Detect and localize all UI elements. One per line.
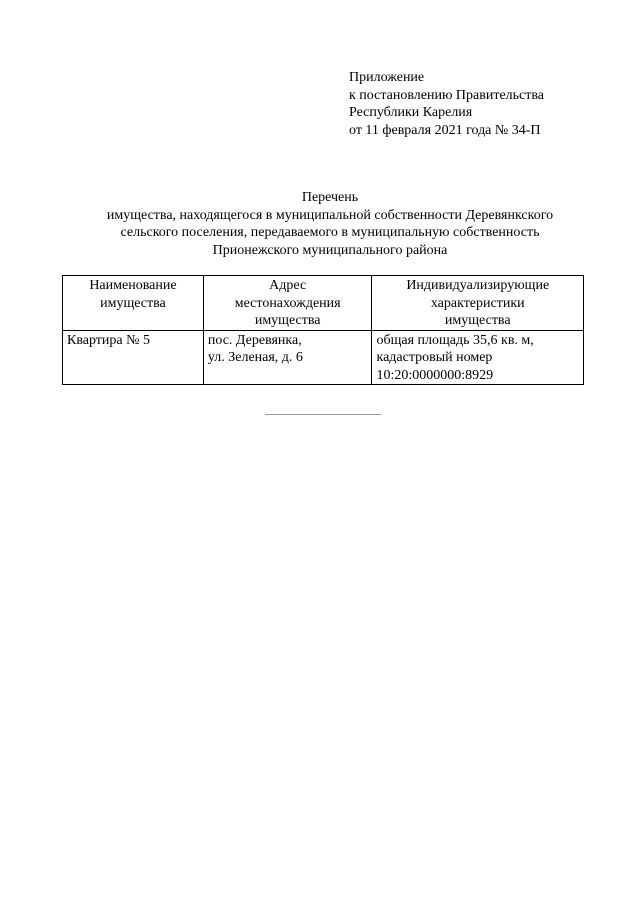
title-line: имущества, находящегося в муниципальной собственности Деревянкского	[106, 207, 554, 223]
cell-text: общая площадь 35,6 кв. м,	[376, 332, 534, 348]
header-text: имущества	[100, 295, 166, 311]
header-name	[63, 276, 204, 331]
cell-text: 10:20:0000000:8929	[376, 367, 494, 383]
header-address	[203, 276, 372, 331]
cell-text: кадастровый номер	[376, 350, 493, 365]
appendix-line: Приложение	[349, 70, 425, 85]
header-text: Наименование	[89, 278, 177, 293]
table-header-row	[63, 276, 584, 331]
table-row	[63, 330, 584, 385]
document-title	[40, 189, 620, 259]
header-characteristics	[372, 276, 584, 331]
property-table	[62, 275, 584, 385]
appendix-line: от 11 февраля 2021 года № 34-П	[349, 122, 541, 138]
header-text: характеристики	[430, 295, 525, 311]
cell-address	[203, 330, 372, 385]
cell-text: Квартира № 5	[67, 332, 150, 348]
appendix-header	[349, 69, 544, 139]
appendix-line: к постановлению Правительства	[349, 87, 545, 103]
header-text: имущества	[444, 313, 511, 328]
title-line: Прионежского муниципального района	[212, 242, 448, 258]
cell-text: пос. Деревянка,	[207, 332, 302, 348]
header-text: имущества	[254, 313, 321, 328]
header-text: Адрес	[269, 278, 307, 293]
header-text: Индивидуализирующие	[406, 278, 550, 293]
title-line: сельского поселения, передаваемого в муниципальную собственность	[120, 225, 540, 240]
header-text: местонахождения	[234, 295, 341, 311]
cell-characteristics	[372, 330, 584, 385]
cell-name	[63, 330, 204, 385]
title-heading: Перечень	[301, 190, 359, 205]
appendix-line: Республики Карелия	[349, 105, 473, 120]
end-divider	[265, 414, 381, 415]
cell-text: ул. Зеленая, д. 6	[207, 350, 303, 365]
